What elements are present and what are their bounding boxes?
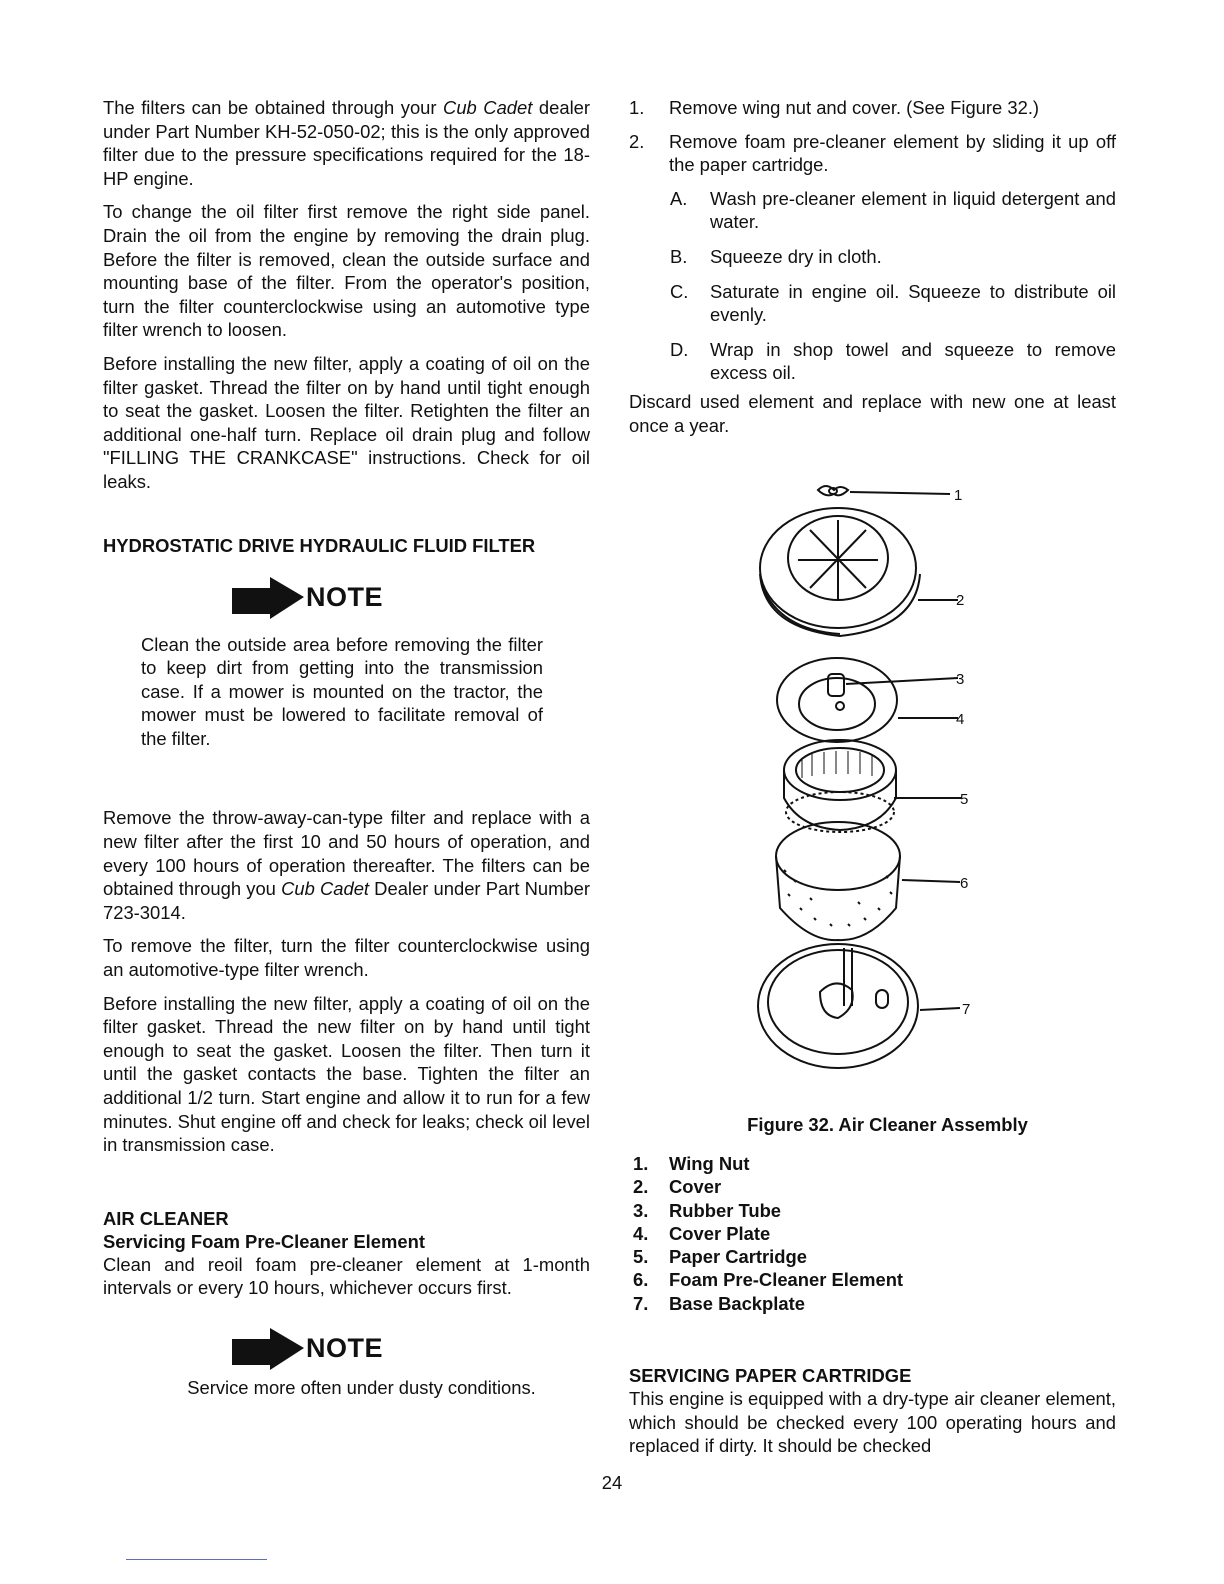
- substep-item: A. Wash pre-cleaner element in liquid detergent and water.: [670, 187, 1116, 233]
- paragraph-change-oil-filter: To change the oil filter first remove the right side panel. Drain the oil from the engine by removing the drain plug. Before the filter is removed, clean the outside surface and mounting base of the filter. From the operator's position, turn the filter counterclockwise using an automotive type filter wrench to loosen.: [103, 201, 590, 341]
- paper-cartridge-section: [629, 1364, 1116, 1468]
- callout-leader-6: [902, 880, 960, 882]
- paragraph-foam-interval: Clean and reoil foam pre-cleaner element at 1-month intervals or every 10 hours, whichever occurs first.: [103, 1253, 590, 1299]
- right-column: [629, 96, 1116, 447]
- subheading-foam-pre-cleaner: Servicing Foam Pre-Cleaner Element: [103, 1230, 425, 1252]
- legend-item: 5. Paper Cartridge: [633, 1246, 807, 1268]
- legend-item: 6. Foam Pre-Cleaner Element: [633, 1269, 904, 1291]
- wing-nut-icon: [818, 486, 848, 495]
- note-arrow-icon: [226, 575, 306, 621]
- cover-plate-part: [777, 658, 897, 742]
- paragraph-paper-cartridge: This engine is equipped with a dry-type air cleaner element, which should be checked every 100 operating hours and replaced if dirty. It should be checked: [629, 1388, 1116, 1457]
- note-arrow-icon: [226, 1326, 306, 1372]
- heading-air-cleaner: AIR CLEANER: [103, 1207, 229, 1229]
- substep-item: B. Squeeze dry in cloth.: [670, 245, 882, 267]
- legend-item: 1. Wing Nut: [633, 1153, 750, 1174]
- figure-caption: Figure 32. Air Cleaner Assembly: [747, 1114, 1028, 1135]
- paper-cartridge-part: [784, 740, 896, 832]
- page-number: 24: [601, 1472, 623, 1493]
- callout-7: 7: [962, 1001, 971, 1018]
- note-2-body: Service more often under dusty conditions.: [187, 1376, 536, 1398]
- callout-leader-3: [846, 678, 958, 684]
- note-1-label: NOTE: [306, 582, 384, 612]
- paragraph-remove-hydraulic-filter: To remove the filter, turn the filter counterclockwise using an automotive-type filter wrench.: [103, 935, 590, 981]
- legend-item: 2. Cover: [633, 1176, 722, 1198]
- legend-item: 7. Base Backplate: [633, 1292, 805, 1314]
- callout-leader-1: [850, 492, 950, 494]
- callout-4: 4: [956, 711, 965, 728]
- substeps-list: [670, 187, 1116, 385]
- footer-rule: [126, 1559, 267, 1560]
- note-2: [226, 1326, 590, 1372]
- legend-item: 3. Rubber Tube: [633, 1199, 782, 1221]
- callout-5: 5: [960, 791, 969, 808]
- callout-3: 3: [956, 671, 965, 688]
- steps-list: [629, 96, 1116, 177]
- note-1-body: Clean the outside area before removing the filter to keep dirt from getting into the transmission case. If a mower is mounted on the tractor, the mower must be lowered to facilitate removal of the filter.: [141, 633, 543, 749]
- base-backplate-part: [758, 944, 918, 1068]
- legend-item: 4. Cover Plate: [633, 1222, 771, 1244]
- heading-hydrostatic-filter: HYDROSTATIC DRIVE HYDRAULIC FLUID FILTER: [103, 534, 536, 556]
- paragraph-replace-hydraulic-filter: Remove the throw-away-can-type filter and replace with a new filter after the first 10 and 50 hours of operation, and every 100 hours of operation thereafter. The filters can be obtained through you Cub Cadet Dealer under Part Number 723-3014.: [103, 807, 590, 923]
- callout-6: 6: [960, 875, 969, 892]
- step-item: 2. Remove foam pre-cleaner element by sliding it up off the paper cartridge.: [629, 130, 1116, 176]
- left-column: [103, 96, 590, 1410]
- paragraph-install-oil-filter: Before installing the new filter, apply a coating of oil on the filter gasket. Thread the filter on by hand until tight enough to seat the gasket. Loosen the filter. Retighten the filter an additional one-half turn. Replace oil drain plug and follow "FILLING THE CRANKCASE" instructions. Check for oil leaks.: [103, 352, 590, 492]
- figure-legend: [633, 1152, 903, 1315]
- substep-item: D. Wrap in shop towel and squeeze to remove excess oil.: [670, 338, 1116, 384]
- paragraph-filter-source: The filters can be obtained through your Cub Cadet dealer under Part Number KH-52-050-02; this is the only approved filter due to the pressure specifications required for the 18-HP engine.: [103, 97, 591, 189]
- air-cleaner-diagram: [740, 478, 980, 1078]
- note-2-label: NOTE: [306, 1333, 384, 1364]
- cover-part: [760, 508, 920, 636]
- note-1: [226, 575, 590, 621]
- substep-item: C. Saturate in engine oil. Squeeze to distribute oil evenly.: [670, 280, 1116, 326]
- callout-2: 2: [956, 592, 965, 609]
- callout-leader-7: [920, 1008, 960, 1010]
- paragraph-discard-element: Discard used element and replace with new one at least once a year.: [629, 390, 1116, 436]
- foam-pre-cleaner-part: [776, 822, 900, 940]
- step-item: 1. Remove wing nut and cover. (See Figure 32.): [629, 97, 1040, 118]
- paragraph-install-hydraulic-filter: Before installing the new filter, apply a coating of oil on the filter gasket. Thread the new filter on by hand until tight enough to seat the gasket. Loosen the filter. Then turn it until the gasket contacts the base. Tighten the filter an additional 1/2 turn. Start engine and allow it to run for a few minutes. Shut engine off and check for leaks; check oil level in transmission case.: [103, 992, 590, 1156]
- heading-servicing-paper-cartridge: SERVICING PAPER CARTRIDGE: [629, 1365, 912, 1386]
- callout-1: 1: [954, 487, 963, 504]
